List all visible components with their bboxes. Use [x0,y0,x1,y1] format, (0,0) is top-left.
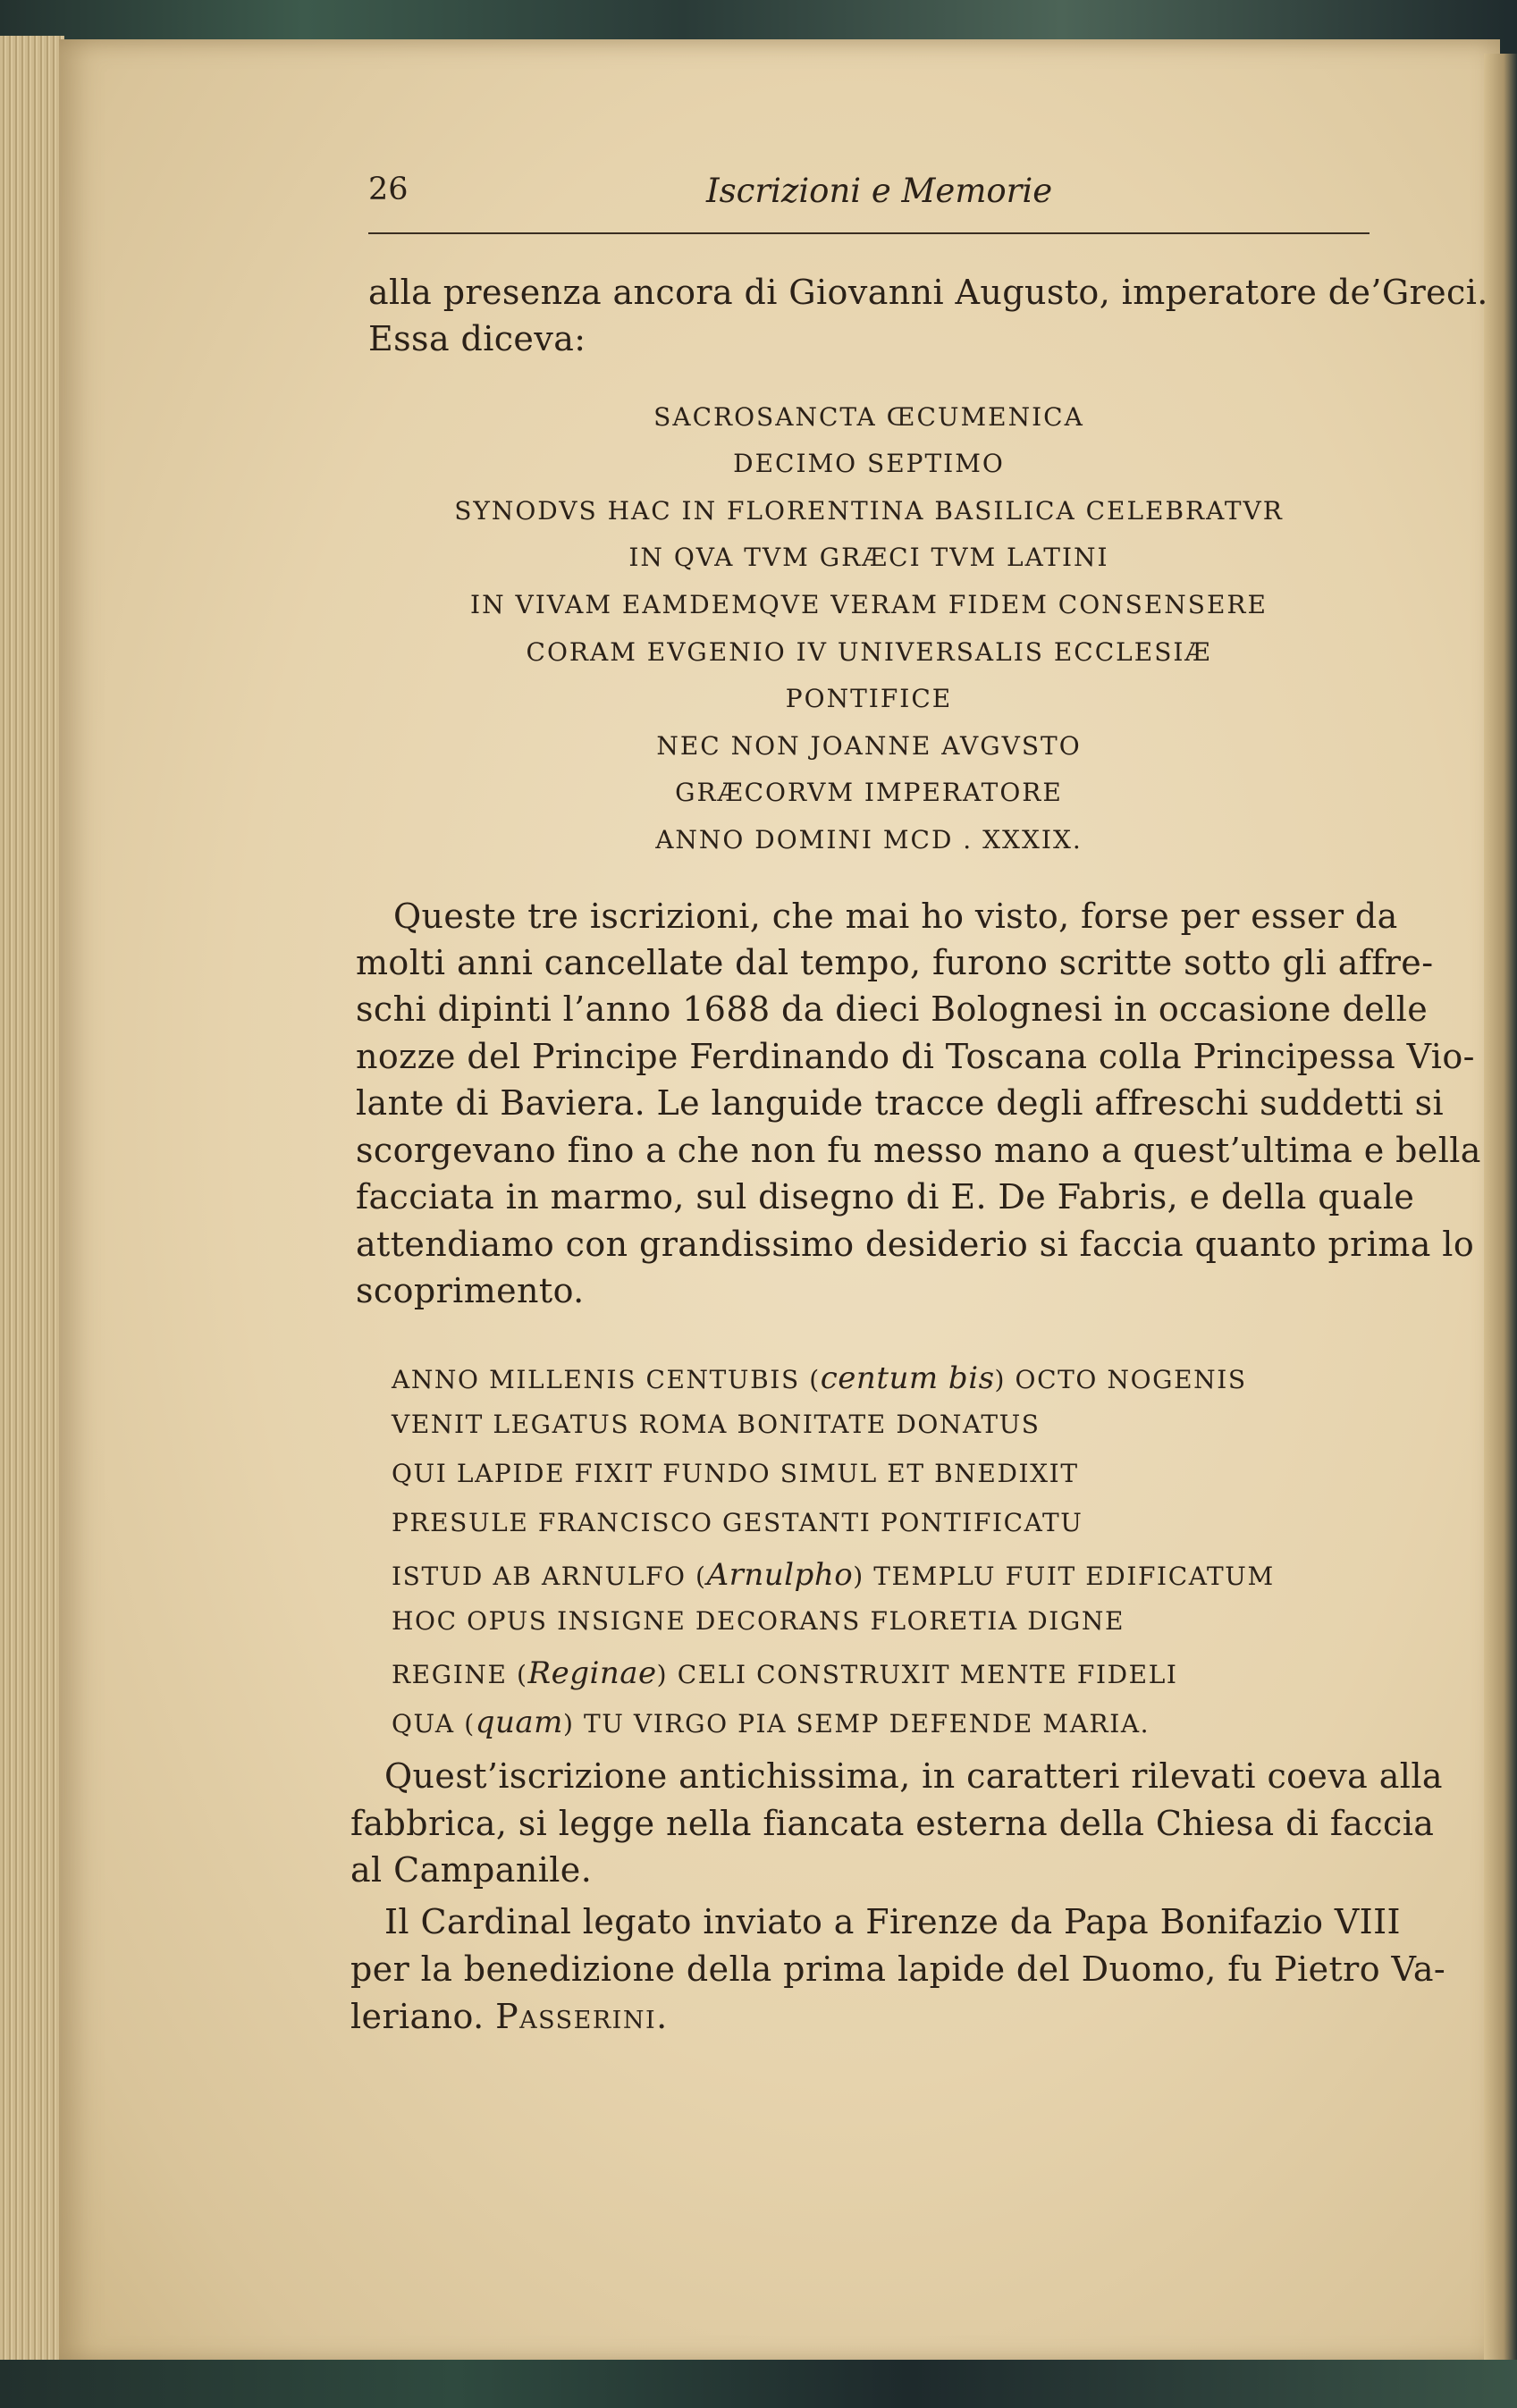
inscription-text: ) OCTO NOGENIS [994,1365,1247,1394]
paragraph-line: scorgevano fino a che non fu messo mano a quest’ultima e bella [356,1131,1481,1170]
inscription-line: SACROSANCTA ŒCUMENICA [653,402,1084,432]
inscription-gloss: centum bis [820,1360,995,1396]
paragraph-text: leriano. [350,1997,485,2036]
book-right-edge [1484,54,1517,2360]
inscription-text: REGINE ( [392,1660,528,1689]
inscription-text: ) CELI CONSTRUXIT MENTE FIDELI [656,1660,1178,1689]
inscription-text: ISTUD AB ARNULFO ( [392,1562,707,1591]
page-number: 26 [368,172,409,207]
paragraph-line: molti anni cancellate dal tempo, furono scritte sotto gli affre- [356,943,1434,982]
inscription-line: PRESULE FRANCISCO GESTANTI PONTIFICATU [392,1508,1083,1537]
paragraph-line [350,1997,669,2036]
paragraph-line: attendiamo con grandissimo desiderio si faccia quanto prima lo [356,1225,1475,1264]
inscription-line: CORAM EVGENIO IV UNIVERSALIS ECCLESIÆ [526,637,1212,667]
intro-line: Essa diceva: [368,319,586,358]
paragraph-line: Il Cardinal legato inviato a Firenze da Papa Bonifazio VIII [384,1902,1401,1941]
book-backdrop-bottom [0,2360,1517,2408]
paragraph-line: schi dipinti l’anno 1688 da dieci Bolognesi in occasione delle [356,989,1429,1029]
inscription-line: HOC OPUS INSIGNE DECORANS FLORETIA DIGNE [392,1606,1125,1636]
inscription-gloss: quam [475,1705,563,1740]
inscription-line: IN QVA TVM GRÆCI TVM LATINI [628,543,1109,572]
author-name: Passerini. [495,1997,669,2036]
inscription-line: NEC NON JOANNE AVGVSTO [656,731,1082,761]
inscription-line [392,1705,1150,1740]
inscription-line: QUI LAPIDE FIXIT FUNDO SIMUL ET BNEDIXIT [392,1459,1079,1488]
header-rule [368,232,1370,234]
paragraph-line: al Campanile. [350,1850,593,1890]
inscription-gloss: Reginae [527,1655,657,1691]
inscription-line: VENIT LEGATUS ROMA BONITATE DONATUS [392,1410,1041,1439]
inscription-line [392,1557,1275,1593]
inscription-line [392,1360,1247,1396]
paragraph-line: Queste tre iscrizioni, che mai ho visto, forse per esser da [393,897,1398,936]
inscription-line [392,1655,1178,1691]
intro-line: alla presenza ancora di Giovanni Augusto, imperatore de’Greci. [368,273,1488,312]
inscription-line: IN VIVAM EAMDEMQVE VERAM FIDEM CONSENSERE [470,590,1268,619]
inscription-gloss: Arnulpho [706,1557,854,1593]
inscription-text: ) TEMPLU FUIT EDIFICATUM [853,1562,1275,1591]
inscription-text: ANNO MILLENIS CENTUBIS ( [392,1365,821,1394]
paragraph-line: lante di Baviera. Le languide tracce degli affreschi suddetti si [356,1083,1445,1123]
paragraph-line: facciata in marmo, sul disegno di E. De Fabris, e della quale [356,1177,1415,1217]
inscription-line: GRÆCORVM IMPERATORE [675,778,1063,807]
paragraph-line: nozze del Principe Ferdinando di Toscana colla Principessa Vio- [356,1037,1475,1076]
inscription-line: ANNO DOMINI MCD . XXXIX. [655,825,1083,855]
running-title: Iscrizioni e Memorie [706,172,1053,210]
paragraph-line: fabbrica, si legge nella fiancata esterna della Chiesa di faccia [350,1804,1435,1843]
inscription-line: PONTIFICE [785,684,953,713]
inscription-line: DECIMO SEPTIMO [733,449,1005,478]
paragraph-line: Quest’iscrizione antichissima, in caratteri rilevati coeva alla [384,1756,1443,1796]
inscription-text: QUA ( [392,1709,476,1739]
paragraph-line: scoprimento. [356,1271,585,1310]
inscription-text: ) TU VIRGO PIA SEMP DEFENDE MARIA. [562,1709,1150,1739]
paragraph-line: per la benedizione della prima lapide del Duomo, fu Pietro Va- [350,1949,1446,1989]
inscription-line: SYNODVS HAC IN FLORENTINA BASILICA CELEBRATVR [454,496,1284,526]
page-edges [0,36,64,2369]
